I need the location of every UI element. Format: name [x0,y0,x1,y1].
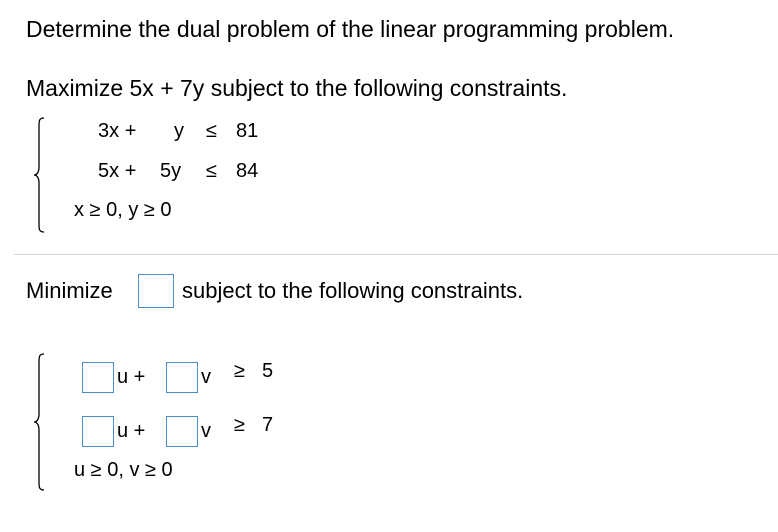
dual-c1-u-coef-input[interactable] [82,362,114,393]
dual-c2-v-label: v [201,420,211,442]
primal-c2-term1: 5x [98,160,120,182]
objective-input[interactable] [138,274,174,308]
primal-c1-rhs: 81 [236,120,259,142]
primal-c1-plus: + [124,120,137,142]
primal-c2-rhs: 84 [236,160,259,182]
dual-brace [32,352,48,492]
minimize-label: Minimize [26,278,113,303]
dual-c2-u-coef-input[interactable] [82,416,114,447]
dual-c2-rhs: 7 [262,414,274,436]
dual-c1-v-coef-input[interactable] [166,362,198,393]
dual-nonnegativity: u ≥ 0, v ≥ 0 [74,459,173,481]
dual-c2-relation: ≥ [234,414,245,436]
primal-c1-relation: ≤ [206,120,217,142]
dual-c1-relation: ≥ [234,360,245,382]
primal-c2-term2: 5y [160,160,182,182]
dual-c1-u-label: u + [117,366,146,388]
primal-constraint-1 [98,120,136,143]
question-title: Determine the dual problem of the linear programming problem. [26,16,675,42]
dual-c1-v-label: v [201,366,211,388]
dual-c2-v-coef-input[interactable] [166,416,198,447]
primal-nonnegativity: x ≥ 0, y ≥ 0 [74,199,172,221]
dual-c2-u-label: u + [117,420,146,442]
primal-brace [32,116,48,234]
primal-c1-term1: 3x [98,120,120,142]
primal-c2-plus: + [124,160,137,182]
primal-c2-relation: ≤ [206,160,217,182]
section-divider [14,254,778,255]
objective-statement: Maximize 5x + 7y subject to the following constraints. [26,75,568,101]
primal-c1-term2: y [174,120,184,142]
primal-constraint-2 [98,160,136,183]
subject-to-text: subject to the following constraints. [182,278,524,303]
dual-c1-rhs: 5 [262,360,274,382]
